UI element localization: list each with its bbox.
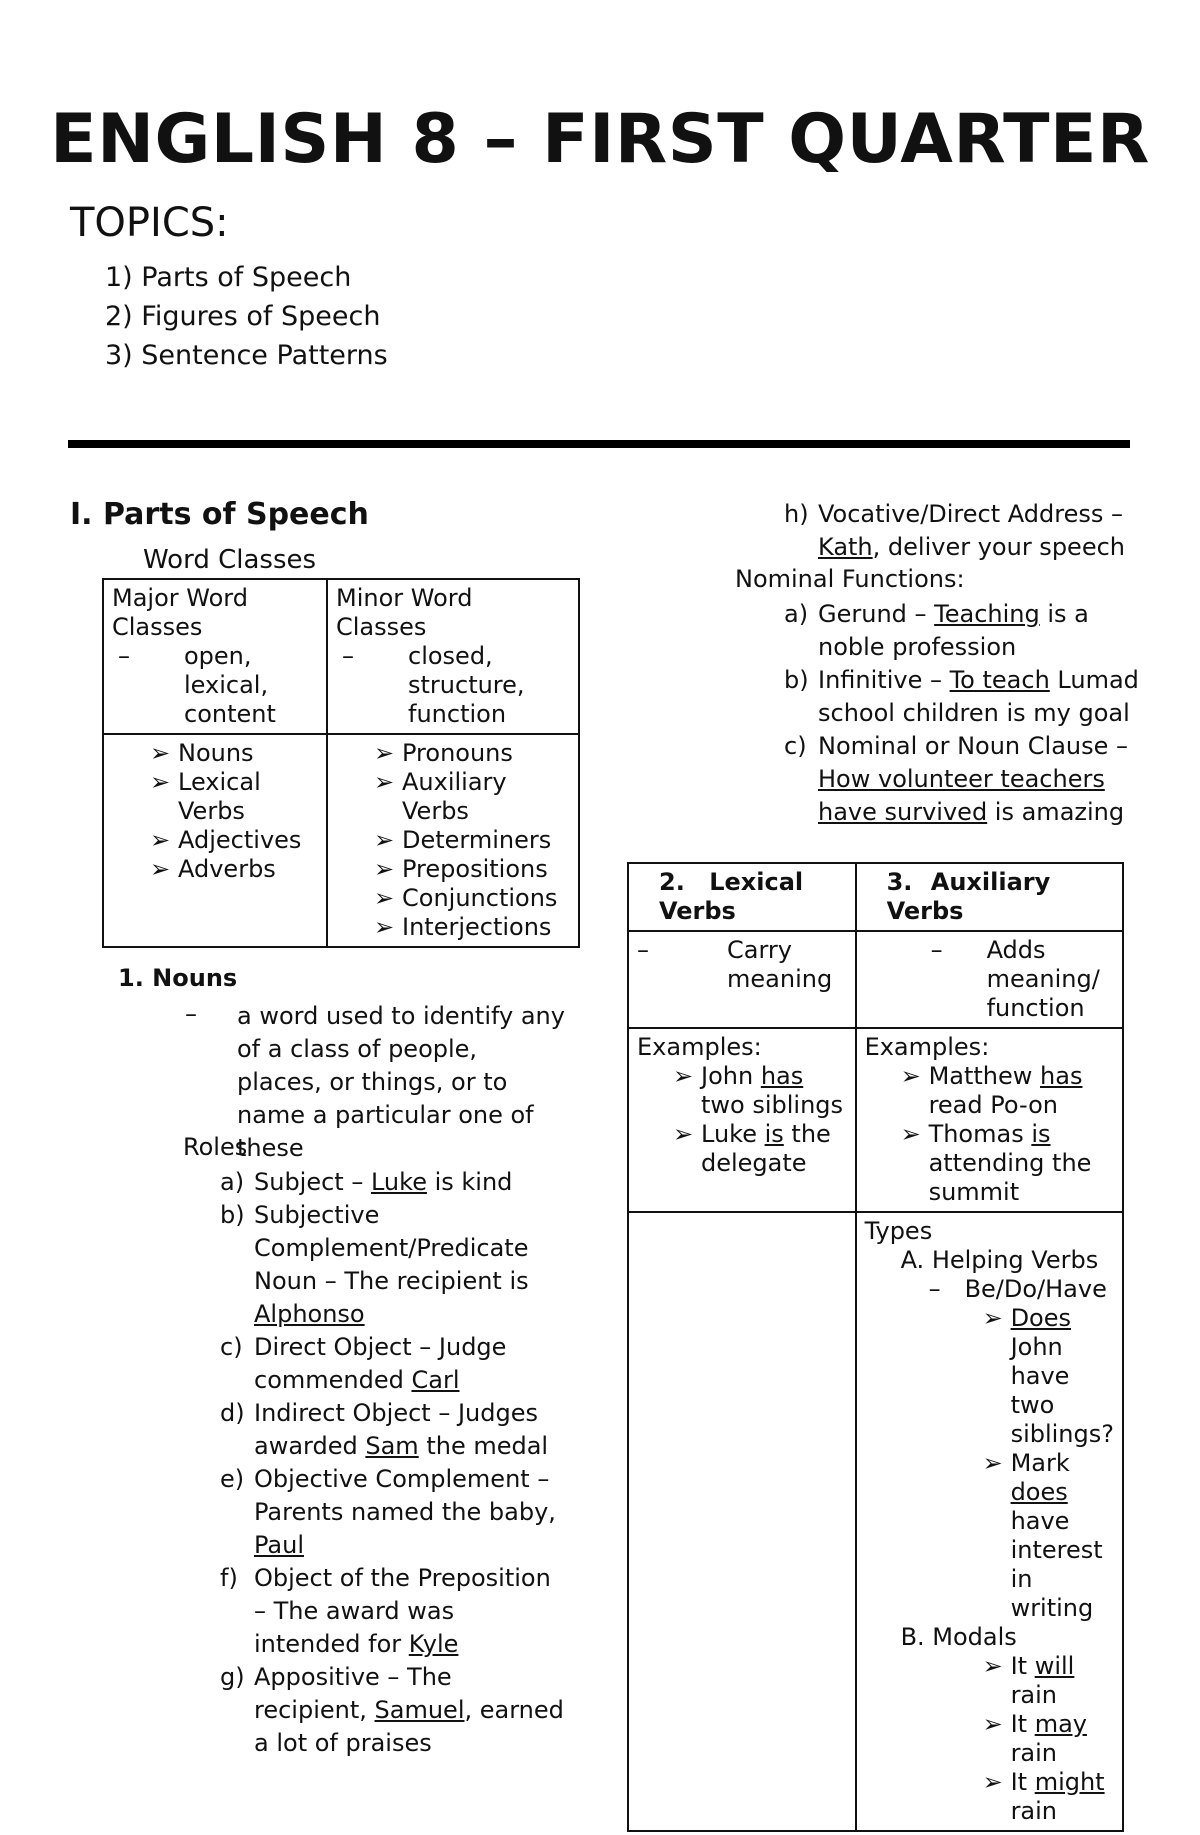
lettered-item: b) Infinitive – To teach Lumad school children is my goal — [784, 666, 1139, 727]
arrow-bullet-icon: ➢ — [673, 1120, 694, 1148]
vocative-list — [784, 498, 1144, 564]
list-item: ➢ It will rain — [982, 1652, 1075, 1709]
list-item: ➢ Does John have two siblings? — [982, 1304, 1114, 1448]
list-item: ➢ Interjections — [374, 913, 552, 941]
arrow-bullet-icon: ➢ — [374, 768, 395, 796]
divider — [68, 440, 1130, 448]
lettered-item: c) Nominal or Noun Clause – How volunteer teachers have survived is amazing — [784, 732, 1129, 826]
arrow-bullet-icon: ➢ — [150, 826, 171, 854]
aux-examples-cell — [856, 1028, 1123, 1212]
types-cell: Types A. Helping Verbs – Be/Do/Have ➢ Does John have two siblings? ➢ Mark does have interest in writing B. Modals ➢ It will rain ➢ It may rain ➢ It might rain — [856, 1212, 1123, 1831]
arrow-bullet-icon: ➢ — [150, 855, 171, 883]
arrow-bullet-icon: ➢ — [150, 768, 171, 796]
lettered-item: a) Gerund – Teaching is a noble profession — [784, 600, 1089, 661]
arrow-bullet-icon: ➢ — [900, 1062, 921, 1090]
list-item: ➢ Pronouns — [374, 739, 513, 767]
be-do-have: Be/Do/Have — [964, 1275, 1107, 1303]
arrow-bullet-icon: ➢ — [982, 1449, 1003, 1477]
list-item: ➢ John has two siblings — [673, 1062, 844, 1119]
word-classes-label: Word Classes — [143, 545, 317, 575]
roles-list — [220, 1166, 565, 1760]
nominal-functions-list — [784, 598, 1144, 829]
lettered-item: b) Subjective Complement/Predicate Noun – The recipient is Alphonso — [220, 1201, 529, 1328]
minor-desc: – closed, structure, function — [342, 642, 525, 728]
nouns-definition-block: – a word used to identify any of a class of people, places, or things, or to name a particular one of these — [185, 1000, 565, 1165]
arrow-bullet-icon: ➢ — [374, 855, 395, 883]
arrow-bullet-icon: ➢ — [982, 1768, 1003, 1796]
topic-item: 2) Figures of Speech — [105, 301, 381, 332]
word-classes-table — [102, 578, 580, 948]
arrow-bullet-icon: ➢ — [900, 1120, 921, 1148]
modal-examples-list — [865, 1652, 1114, 1826]
lexical-desc: Carry meaning — [727, 936, 833, 993]
aux-examples-label: Examples: — [864, 1033, 990, 1061]
page-title: ENGLISH 8 – FIRST QUARTER — [50, 100, 1150, 179]
aux-header-number: 3. — [886, 868, 913, 896]
list-item: ➢ Luke is the delegate — [673, 1120, 831, 1177]
aux-header: Auxiliary Verbs — [886, 868, 1051, 925]
list-item: ➢ Thomas is attending the summit — [900, 1120, 1092, 1206]
major-items-list — [144, 739, 318, 884]
lettered-item: d) Indirect Object – Judges awarded Sam the medal — [220, 1399, 549, 1460]
types-label: Types — [864, 1217, 933, 1245]
lettered-item: f) Object of the Preposition – The award was intended for Kyle — [220, 1564, 551, 1658]
list-item: ➢ Determiners — [374, 826, 552, 854]
minor-items-list — [368, 739, 570, 942]
arrow-bullet-icon: ➢ — [374, 913, 395, 941]
list-item: ➢ Lexical Verbs — [150, 768, 261, 825]
lexical-header: Lexical Verbs — [659, 868, 804, 925]
lettered-item: h) Vocative/Direct Address – Kath, deliver your speech — [784, 500, 1125, 561]
list-item: ➢ Adjectives — [150, 826, 302, 854]
list-item: ➢ Conjunctions — [374, 884, 558, 912]
nouns-heading: 1. Nouns — [118, 964, 238, 992]
lexical-header-number: 2. — [659, 868, 685, 896]
lettered-item: a) Subject – Luke is kind — [220, 1168, 513, 1196]
lettered-item: e) Objective Complement – Parents named the baby, Paul — [220, 1465, 556, 1559]
empty-cell — [628, 1212, 856, 1831]
aux-desc: Adds meaning/ function — [986, 936, 1100, 1022]
list-item: ➢ It might rain — [982, 1768, 1105, 1825]
major-items-cell — [103, 734, 327, 947]
lexical-examples-label: Examples: — [637, 1033, 762, 1061]
helping-examples-list — [865, 1304, 1114, 1623]
aux-examples-list — [865, 1062, 1114, 1207]
arrow-bullet-icon: ➢ — [673, 1062, 694, 1090]
roles-label: Roles — [183, 1133, 248, 1161]
arrow-bullet-icon: ➢ — [374, 826, 395, 854]
aux-header-cell — [856, 863, 1123, 931]
minor-header: Minor Word Classes — [336, 584, 473, 641]
arrow-bullet-icon: ➢ — [150, 739, 171, 767]
topics-label: TOPICS: — [70, 200, 229, 246]
minor-items-cell — [327, 734, 579, 947]
modals-label: B. Modals — [900, 1623, 1017, 1651]
lettered-item: g) Appositive – The recipient, Samuel, earned a lot of praises — [220, 1663, 564, 1757]
list-item: ➢ Matthew has read Po-on — [900, 1062, 1083, 1119]
major-header: Major Word Classes — [112, 584, 248, 641]
nominal-functions-label: Nominal Functions: — [735, 565, 965, 593]
list-item: ➢ Mark does have interest in writing — [982, 1449, 1103, 1622]
arrow-bullet-icon: ➢ — [982, 1652, 1003, 1680]
arrow-bullet-icon: ➢ — [982, 1710, 1003, 1738]
arrow-bullet-icon: ➢ — [374, 884, 395, 912]
lexical-examples-list — [637, 1062, 847, 1178]
topics-list — [105, 258, 388, 375]
lettered-item: c) Direct Object – Judge commended Carl — [220, 1333, 507, 1394]
aux-desc-cell: – Adds meaning/ function — [856, 931, 1123, 1028]
arrow-bullet-icon: ➢ — [374, 739, 395, 767]
major-desc: – open, lexical, content — [118, 642, 276, 728]
minor-header-cell — [327, 579, 579, 734]
topic-item: 3) Sentence Patterns — [105, 340, 388, 371]
list-item: ➢ Auxiliary Verbs — [374, 768, 507, 825]
verbs-table — [627, 862, 1124, 1832]
arrow-bullet-icon: ➢ — [982, 1304, 1003, 1332]
nouns-definition: a word used to identify any of a class of people, places, or things, or to name a particular one of these — [237, 1002, 565, 1162]
lexical-header-cell — [628, 863, 856, 931]
helping-label: A. Helping Verbs — [900, 1246, 1099, 1274]
topic-item: 1) Parts of Speech — [105, 262, 352, 293]
major-header-cell — [103, 579, 327, 734]
list-item: ➢ Prepositions — [374, 855, 548, 883]
lexical-examples-cell — [628, 1028, 856, 1212]
lexical-desc-cell: – Carry meaning — [628, 931, 856, 1028]
list-item: ➢ Nouns — [150, 739, 254, 767]
list-item: ➢ Adverbs — [150, 855, 276, 883]
list-item: ➢ It may rain — [982, 1710, 1087, 1767]
section-heading: I. Parts of Speech — [70, 497, 369, 532]
